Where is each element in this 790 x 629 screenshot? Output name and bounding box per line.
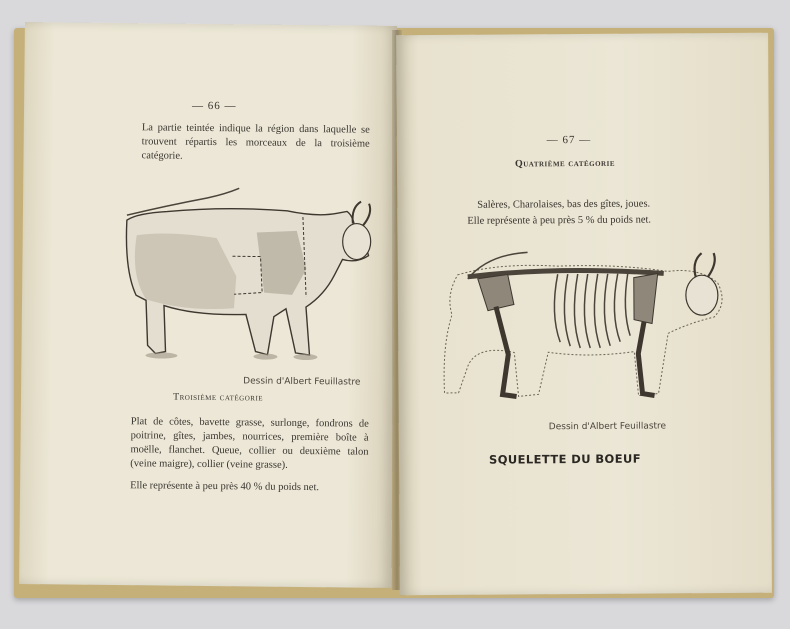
open-book — [14, 20, 776, 598]
left-percent-text: Elle représente à peu près 40 % du poids net. — [130, 480, 320, 494]
right-body-text: Salères, Charolaises, bas des gîtes, joues. — [477, 198, 651, 211]
left-page — [19, 22, 397, 588]
right-drawing-credit: Dessin d'Albert Feuillastre — [548, 421, 667, 433]
right-page-number: — 67 — — [546, 133, 592, 147]
right-page — [396, 33, 772, 596]
right-percent-text: Elle représente à peu près 5 % du poids net. — [467, 214, 652, 227]
skeleton-figure-title: SQUELETTE DU BOEUF — [488, 451, 641, 467]
ox-skeleton-illustration — [438, 243, 739, 415]
right-section-heading: Quatrième catégorie — [514, 157, 616, 170]
left-body-text: Plat de côtes, bavette grasse, surlonge, fondrons de poitrine, gîtes, jambes, nourrices, première boîte à moëlle, flanchet. Queue, collier ou deuxième talon (veine maigre), collier (veine grasse). — [130, 416, 369, 471]
cow-third-category-illustration — [105, 175, 375, 378]
left-page-number: — 66 — — [192, 99, 237, 113]
left-section-heading: Troisième catégorie — [172, 391, 264, 404]
left-drawing-credit: Dessin d'Albert Feuillastre — [243, 376, 361, 388]
left-intro-text: La partie teintée indique la région dans laquelle se trouvent répartis les morceaux de la troisième catégorie. — [141, 122, 370, 162]
